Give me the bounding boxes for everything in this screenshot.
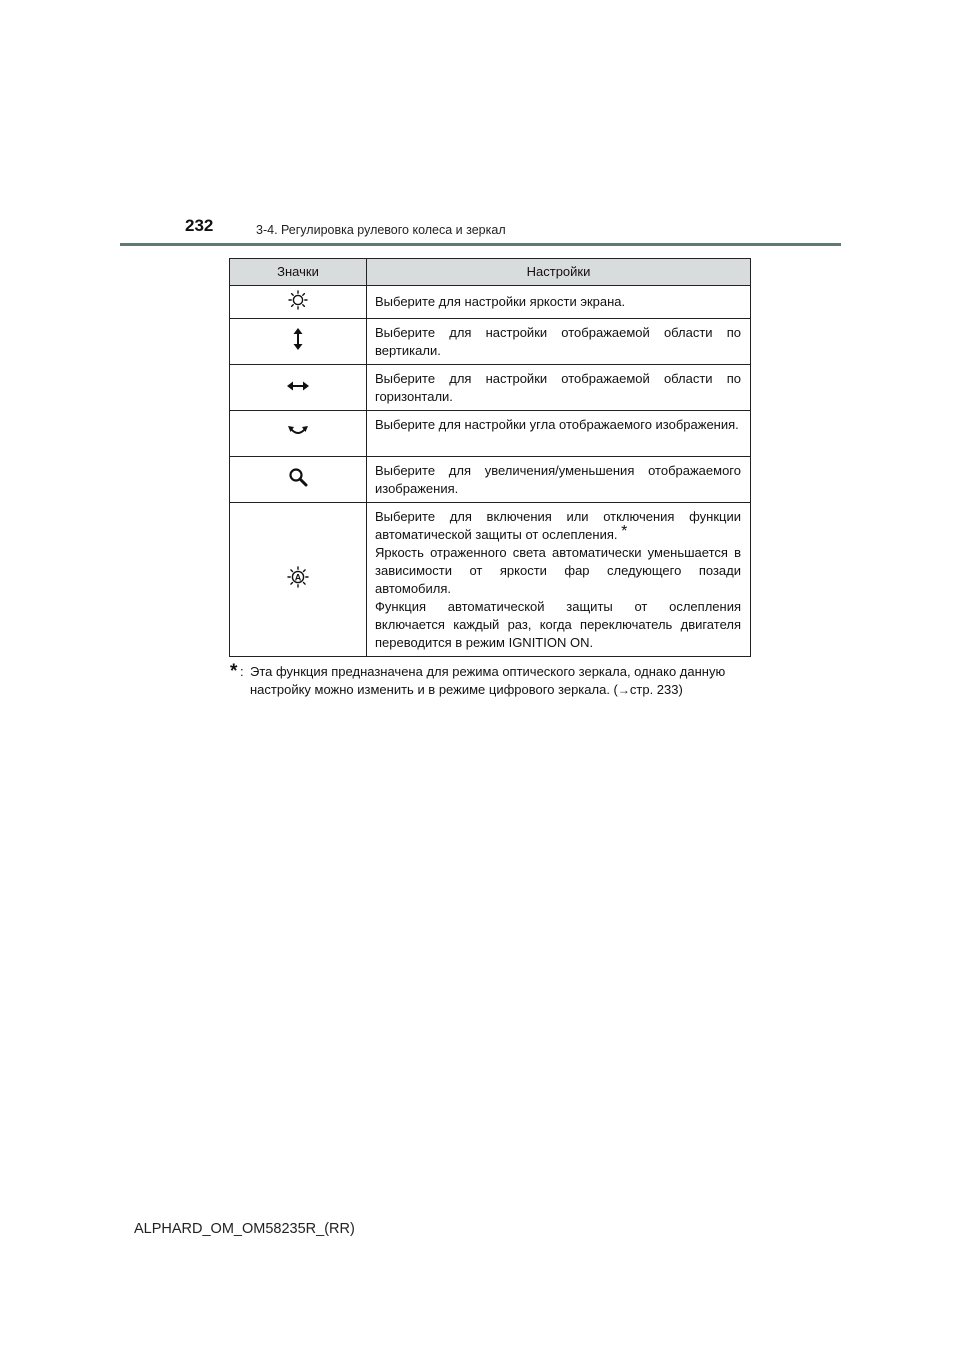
magnifier-icon xyxy=(288,467,308,492)
footnote xyxy=(230,663,750,699)
section-title: 3-4. Регулировка рулевого колеса и зеркал xyxy=(256,223,506,237)
table-row xyxy=(230,365,751,411)
page-reference: стр. 233) xyxy=(629,682,683,697)
icon-cell xyxy=(230,365,367,411)
column-header-settings: Настройки xyxy=(367,259,751,286)
setting-description: Выберите для настройки отображаемой области по горизонтали. xyxy=(367,365,751,411)
table-row xyxy=(230,319,751,365)
icon-cell xyxy=(230,319,367,365)
page-number: 232 xyxy=(185,216,214,235)
icon-cell xyxy=(230,411,367,457)
icon-cell xyxy=(230,503,367,657)
setting-description: Выберите для включения или отключения функции автоматической защиты от ослепления. * Яркость отраженного света автоматически уменьшается в зависимости от яркости фар следующего позади автомобиля. Функция автоматической защиты от ослепления включается каждый раз, когда переключатель двигателя переводится в режим IGNITION ON. xyxy=(367,503,751,657)
horizontal-arrows-icon xyxy=(287,379,309,397)
footnote-text: Эта функция предназначена для режима оптического зеркала, однако данную настройку можно изменить и в режиме цифрового зеркала. (→стр. 233) xyxy=(250,664,726,697)
angle-adjust-icon xyxy=(287,424,309,443)
table-header-row xyxy=(230,259,751,286)
footnote-colon: : xyxy=(240,664,244,679)
icon-cell xyxy=(230,457,367,503)
table-row xyxy=(230,457,751,503)
icon-settings-table xyxy=(229,258,751,657)
footnote-marker: * xyxy=(621,522,628,540)
brightness-sun-icon xyxy=(288,290,308,315)
table-row xyxy=(230,286,751,319)
setting-description: Выберите для настройки яркости экрана. xyxy=(367,286,751,319)
setting-description: Выберите для настройки отображаемой области по вертикали. xyxy=(367,319,751,365)
setting-description: Выберите для настройки угла отображаемого изображения. xyxy=(367,411,751,457)
icon-cell xyxy=(230,286,367,319)
vertical-arrows-icon xyxy=(292,328,304,355)
table-row xyxy=(230,411,751,457)
table-row xyxy=(230,503,751,657)
footnote-asterisk: * xyxy=(230,661,238,682)
auto-badge-letter: A xyxy=(294,572,302,583)
column-header-icons: Значки xyxy=(230,259,367,286)
document-code: ALPHARD_OM_OM58235R_(RR) xyxy=(134,1221,355,1237)
setting-description: Выберите для увеличения/уменьшения отображаемого изображения. xyxy=(367,457,751,503)
reference-arrow-icon: → xyxy=(617,683,630,697)
auto-antiglare-sun-icon xyxy=(287,566,309,593)
header-divider xyxy=(120,243,841,246)
